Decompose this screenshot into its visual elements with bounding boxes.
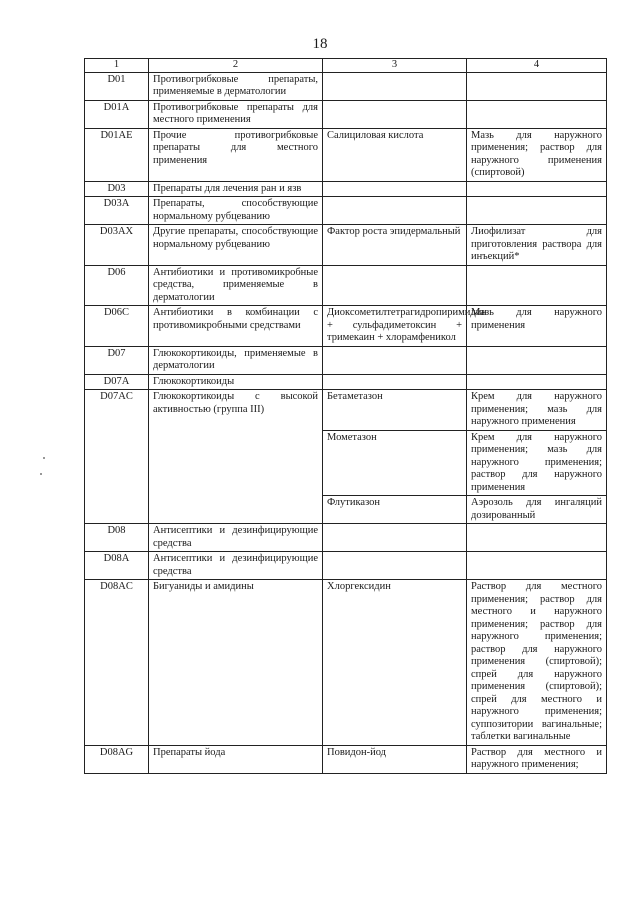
atc-code: D08A [85, 552, 149, 580]
atc-code: D08AG [85, 745, 149, 773]
dosage-form [467, 181, 607, 197]
table-row [85, 265, 607, 306]
group-name: Антисептики и дезинфицирующие средства [149, 552, 323, 580]
dosage-form [467, 72, 607, 100]
atc-code: D06C [85, 306, 149, 347]
dosage-form: Крем для наружного применения; мазь для наружного применения; раствор для наружного применения [467, 430, 607, 496]
substance-name: Повидон-йод [323, 745, 467, 773]
atc-code: D07A [85, 374, 149, 390]
column-header-4: 4 [467, 59, 607, 73]
drug-table [84, 58, 607, 774]
column-header-3: 3 [323, 59, 467, 73]
group-name: Другие препараты, способствующие нормальному рубцеванию [149, 225, 323, 266]
substance-name: Фактор роста эпидермальный [323, 225, 467, 266]
column-header-2: 2 [149, 59, 323, 73]
substance-name [323, 374, 467, 390]
atc-code: D01 [85, 72, 149, 100]
atc-code: D03AX [85, 225, 149, 266]
group-name: Противогрибковые препараты для местного применения [149, 100, 323, 128]
dosage-form: Мазь для наружного применения [467, 306, 607, 347]
substance-name [323, 72, 467, 100]
atc-code: D01A [85, 100, 149, 128]
substance-name [323, 524, 467, 552]
substance-name [323, 346, 467, 374]
group-name: Антибиотики в комбинации с противомикробными средствами [149, 306, 323, 347]
dosage-form [467, 374, 607, 390]
table-row [85, 181, 607, 197]
table-row [85, 390, 607, 431]
substance-name [323, 265, 467, 306]
substance-name: Мометазон [323, 430, 467, 496]
atc-code: D07AC [85, 390, 149, 524]
atc-code: D08AC [85, 580, 149, 746]
table-row [85, 374, 607, 390]
group-name: Глюкокортикоиды с высокой активностью (группа III) [149, 390, 323, 524]
page-number: 18 [312, 36, 328, 52]
scan-speck [43, 457, 45, 459]
dosage-form: Аэрозоль для ингаляций дозированный [467, 496, 607, 524]
group-name: Бигуаниды и амидины [149, 580, 323, 746]
table-row [85, 72, 607, 100]
table-row [85, 197, 607, 225]
table-row [85, 128, 607, 181]
table-header-row [85, 59, 607, 73]
table-row [85, 580, 607, 746]
group-name: Препараты для лечения ран и язв [149, 181, 323, 197]
dosage-form: Крем для наружного применения; мазь для наружного применения [467, 390, 607, 431]
dosage-form [467, 265, 607, 306]
substance-name: Бетаметазон [323, 390, 467, 431]
substance-name: Хлоргексидин [323, 580, 467, 746]
substance-name: Диоксометилтетрагидропиримидин + сульфадиметоксин + тримекаин + хлорамфеникол [323, 306, 467, 347]
table-row [85, 306, 607, 347]
group-name: Антисептики и дезинфицирующие средства [149, 524, 323, 552]
table-row [85, 745, 607, 773]
group-name: Антибиотики и противомикробные средства, применяемые в дерматологии [149, 265, 323, 306]
atc-code: D06 [85, 265, 149, 306]
dosage-form [467, 552, 607, 580]
dosage-form [467, 197, 607, 225]
group-name: Противогрибковые препараты, применяемые в дерматологии [149, 72, 323, 100]
substance-name [323, 100, 467, 128]
dosage-form [467, 100, 607, 128]
group-name: Глюкокортикоиды [149, 374, 323, 390]
substance-name [323, 197, 467, 225]
table-row [85, 346, 607, 374]
atc-code: D08 [85, 524, 149, 552]
dosage-form: Раствор для местного применения; раствор для местного и наружного применения; раствор для наружного применения; раствор для наружного применения (спиртовой); спрей для наружного применения (спиртовой); спрей для местного и наружного применения; суппозитории вагинальные; таблетки вагинальные [467, 580, 607, 746]
atc-code: D03 [85, 181, 149, 197]
dosage-form [467, 346, 607, 374]
dosage-form: Лиофилизат для приготовления раствора для инъекций* [467, 225, 607, 266]
column-header-1: 1 [85, 59, 149, 73]
group-name: Глюкокортикоиды, применяемые в дерматологии [149, 346, 323, 374]
substance-name [323, 552, 467, 580]
dosage-form: Мазь для наружного применения; раствор для наружного применения (спиртовой) [467, 128, 607, 181]
substance-name [323, 181, 467, 197]
dosage-form [467, 524, 607, 552]
substance-name: Салициловая кислота [323, 128, 467, 181]
table-row [85, 524, 607, 552]
table-row [85, 100, 607, 128]
table-row [85, 552, 607, 580]
table-row [85, 225, 607, 266]
dosage-form: Раствор для местного и наружного применения; [467, 745, 607, 773]
atc-code: D01AE [85, 128, 149, 181]
atc-code: D03A [85, 197, 149, 225]
group-name: Прочие противогрибковые препараты для местного применения [149, 128, 323, 181]
substance-name: Флутиказон [323, 496, 467, 524]
group-name: Препараты, способствующие нормальному рубцеванию [149, 197, 323, 225]
atc-code: D07 [85, 346, 149, 374]
group-name: Препараты йода [149, 745, 323, 773]
scan-speck [40, 473, 42, 475]
